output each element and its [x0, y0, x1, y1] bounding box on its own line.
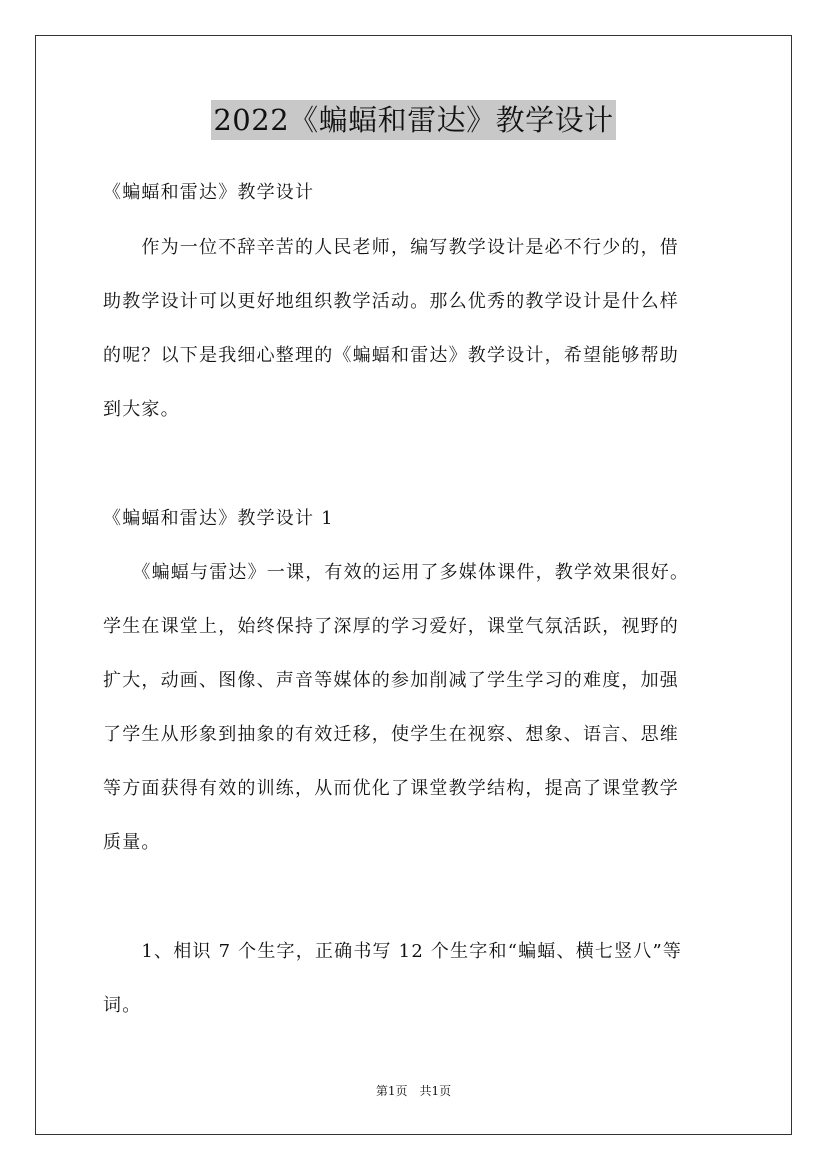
paragraph-line: 了学生从形象到抽象的有效迁移，使学生在视察、想象、语言、思维 [103, 724, 679, 745]
paragraph-line: 等方面获得有效的训练，从而优化了课堂教学结构，提高了课堂教学 [103, 778, 679, 799]
paragraph-line: 作为一位不辞辛苦的人民老师，编写教学设计是必不行少的，借 [103, 237, 679, 258]
document-title: 2022《蝙蝠和雷达》教学设计 [211, 100, 615, 140]
section-heading: 《蝙蝠和雷达》教学设计 [103, 182, 315, 203]
section-heading: 《蝙蝠和雷达》教学设计 1 [103, 508, 334, 529]
paragraph-line: 1、相识 7 个生字，正确书写 12 个生字和“蝙蝠、横七竖八”等 [103, 941, 683, 962]
paragraph-line: 到大家。 [103, 399, 180, 420]
paragraph-line: 扩大，动画、图像、声音等媒体的参加削减了学生学习的难度，加强 [103, 670, 679, 691]
paragraph-line: 词。 [103, 995, 142, 1016]
paragraph-line: 的呢？以下是我细心整理的《蝙蝠和雷达》教学设计，希望能够帮助 [103, 345, 679, 366]
paragraph-line: 学生在课堂上，始终保持了深厚的学习爱好，课堂气氛活跃，视野的 [103, 616, 679, 637]
paragraph-line: 助教学设计可以更好地组织教学活动。那么优秀的教学设计是什么样 [103, 291, 679, 312]
paragraph-line: 质量。 [103, 832, 161, 853]
paragraph-line: 《蝙蝠与雷达》一课，有效的运用了多媒体课件，教学效果很好。 [103, 562, 690, 583]
page-number-footer: 第1页 共1页 [375, 1084, 452, 1098]
title-container [0, 100, 827, 140]
